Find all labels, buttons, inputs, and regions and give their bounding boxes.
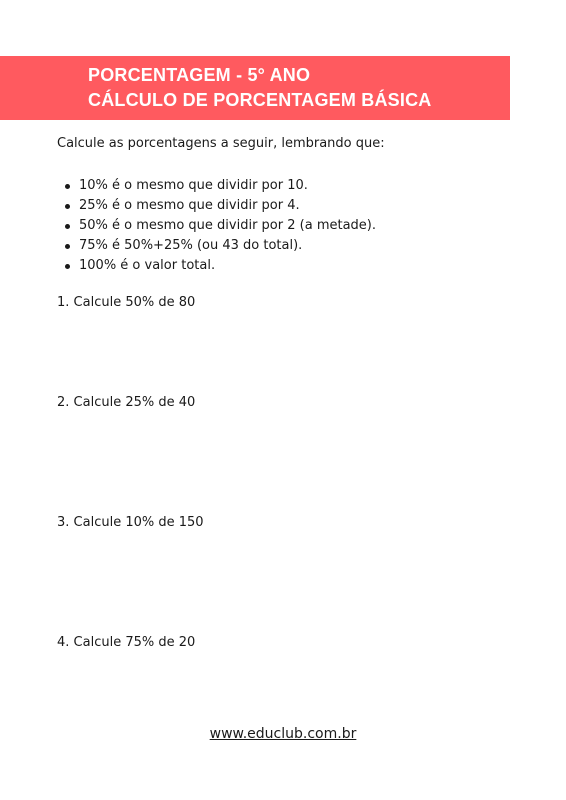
bullet-icon	[65, 184, 70, 189]
website-link[interactable]: www.educlub.com.br	[209, 726, 357, 742]
worksheet-subtitle: CÁLCULO DE PORCENTAGEM BÁSICA	[88, 90, 432, 110]
tip-text: 25% é o mesmo que dividir por 4.	[79, 198, 300, 213]
list-item	[57, 216, 376, 236]
bullet-icon	[65, 244, 70, 249]
question-3: 3. Calcule 10% de 150	[57, 515, 204, 530]
instructions-text: Calcule as porcentagens a seguir, lembrando que:	[57, 136, 385, 151]
bullet-icon	[65, 224, 70, 229]
header-banner	[0, 56, 510, 120]
tip-text: 50% é o mesmo que dividir por 2 (a metade).	[79, 218, 376, 233]
tip-text: 100% é o valor total.	[79, 258, 216, 273]
question-1: 1. Calcule 50% de 80	[57, 295, 196, 310]
list-item	[57, 236, 376, 256]
tips-list	[57, 176, 376, 276]
worksheet-title: PORCENTAGEM - 5° ANO	[88, 65, 311, 85]
tip-text: 75% é 50%+25% (ou 43 do total).	[79, 238, 303, 253]
footer	[0, 726, 566, 742]
list-item	[57, 256, 376, 276]
question-2: 2. Calcule 25% de 40	[57, 395, 196, 410]
list-item	[57, 196, 376, 216]
list-item	[57, 176, 376, 196]
bullet-icon	[65, 204, 70, 209]
question-4: 4. Calcule 75% de 20	[57, 635, 196, 650]
tip-text: 10% é o mesmo que dividir por 10.	[79, 178, 308, 193]
bullet-icon	[65, 264, 70, 269]
